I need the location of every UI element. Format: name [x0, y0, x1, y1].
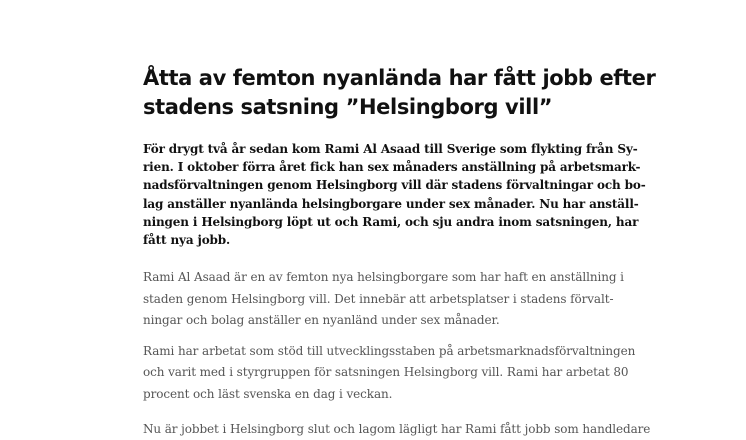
lead-line: fått nya jobb. — [143, 233, 231, 248]
lead-line: För drygt två år sedan kom Rami Al Asaad till Sverige som flykting från Sy- — [143, 142, 638, 156]
paragraph-line: och varit med i styrgruppen för satsningen Helsingborg vill. Rami har arbetat 80 — [143, 365, 629, 380]
paragraph-line: Rami Al Asaad är en av femton nya helsingborgare som har haft en anställning i — [143, 270, 624, 285]
body-paragraph — [143, 341, 643, 405]
paragraph-line: Rami har arbetat som stöd till utvecklingsstaben på arbetsmarknadsförvaltningen — [143, 344, 636, 359]
title-line: Åtta av femton nyanlända har fått jobb efter — [143, 66, 656, 90]
lead-line: lag anställer nyanlända helsingborgare under sex månader. Nu har anställ- — [143, 196, 639, 211]
lead-line: rien. I oktober förra året fick han sex månaders anställning på arbetsmark- — [143, 160, 641, 175]
paragraph-line: Nu är jobbet i Helsingborg slut och lagom lägligt har Rami fått jobb som handledare — [143, 422, 651, 436]
paragraph-line: procent och läst svenska en dag i veckan. — [143, 386, 393, 401]
article-title — [143, 64, 656, 122]
article-lead — [143, 140, 646, 249]
body-paragraph — [143, 267, 643, 331]
article — [143, 64, 656, 440]
lead-line: ningen i Helsingborg löpt ut och Rami, och sju andra inom satsningen, har — [143, 214, 639, 229]
paragraph-line: ningar och bolag anställer en nyanländ under sex månader. — [143, 312, 500, 327]
body-paragraph — [143, 419, 651, 440]
title-line: stadens satsning ”Helsingborg vill” — [143, 95, 553, 119]
paragraph-line: staden genom Helsingborg vill. Det innebär att arbetsplatser i stadens förvalt- — [143, 291, 614, 306]
lead-line: nadsförvaltningen genom Helsingborg vill där stadens förvaltningar och bo- — [143, 178, 646, 193]
